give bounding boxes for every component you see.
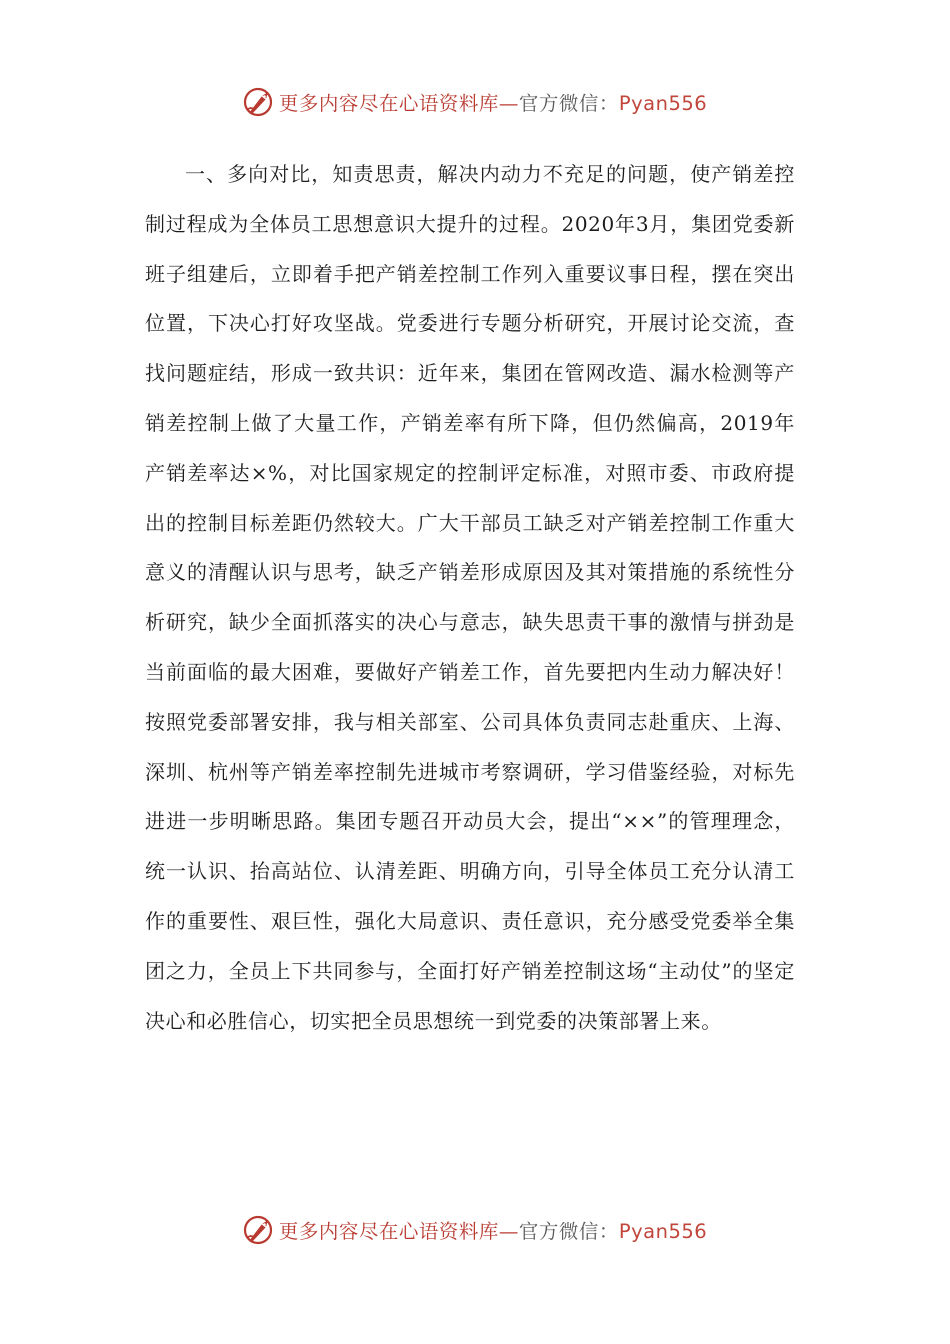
footer-banner-wechat-id: Pyan556	[618, 1220, 708, 1243]
pen-nib-logo-icon	[243, 86, 275, 118]
header-banner-label: 官方微信：	[518, 92, 619, 115]
footer-banner	[0, 1210, 950, 1250]
footer-banner-text	[279, 1216, 707, 1244]
header-banner-text	[279, 88, 707, 116]
body-paragraph: 一、多向对比，知责思责，解决内动力不充足的问题，使产销差控制过程成为全体员工思想意识大提升的过程。2020年3月，集团党委新班子组建后，立即着手把产销差控制工作列入重要议事日程，摆在突出位置，下决心打好攻坚战。党委进行专题分析研究，开展讨论交流，查找问题症结，形成一致共识：近年来，集团在管网改造、漏水检测等产销差控制上做了大量工作，产销差率有所下降，但仍然偏高，2019年产销差率达×%，对比国家规定的控制评定标准，对照市委、市政府提出的控制目标差距仍然较大。广大干部员工缺乏对产销差控制工作重大意义的清醒认识与思考，缺乏产销差形成原因及其对策措施的系统性分析研究，缺少全面抓落实的决心与意志，缺失思责干事的激情与拼劲是当前面临的最大困难，要做好产销差工作，首先要把内生动力解决好！按照党委部署安排，我与相关部室、公司具体负责同志赴重庆、上海、深圳、杭州等产销差率控制先进城市考察调研，学习借鉴经验，对标先进进一步明晰思路。集团专题召开动员大会，提出“××”的管理理念，统一认识、抬高站位、认清差距、明确方向，引导全体员工充分认清工作的重要性、艰巨性，强化大局意识、责任意识，充分感受党委举全集团之力，全员上下共同参与，全面打好产销差控制这场“主动仗”的坚定决心和必胜信心，切实把全员思想统一到党委的决策部署上来。	[145, 162, 795, 1033]
footer-banner-dash: —	[498, 1220, 519, 1243]
footer-banner-label: 官方微信：	[518, 1220, 619, 1243]
header-banner	[0, 82, 950, 122]
header-banner-wechat-id: Pyan556	[618, 92, 708, 115]
pen-nib-logo-icon	[243, 1214, 275, 1246]
header-banner-dash: —	[498, 92, 519, 115]
header-banner-main: 更多内容尽在心语资料库	[278, 92, 499, 115]
footer-banner-main: 更多内容尽在心语资料库	[278, 1220, 499, 1243]
